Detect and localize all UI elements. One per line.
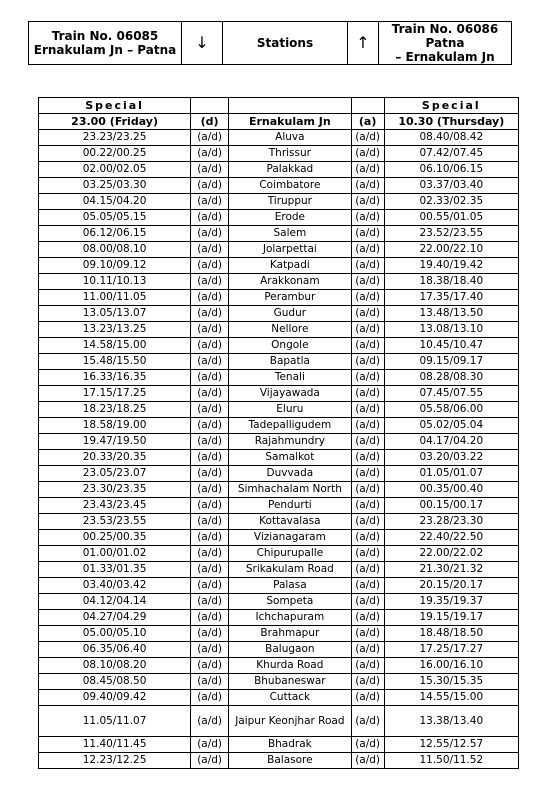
up-stop-code: (a/d) bbox=[351, 354, 384, 370]
up-stop-code: (a/d) bbox=[351, 194, 384, 210]
up-arrival-time: 10.30 (Thursday) bbox=[384, 114, 518, 130]
up-time: 19.40/19.42 bbox=[384, 258, 518, 274]
up-time: 17.35/17.40 bbox=[384, 290, 518, 306]
up-stop-code: (a/d) bbox=[351, 162, 384, 178]
up-time: 18.38/18.40 bbox=[384, 274, 518, 290]
station-name: Nellore bbox=[229, 322, 352, 338]
table-row bbox=[39, 418, 519, 434]
up-time: 07.45/07.55 bbox=[384, 386, 518, 402]
up-time: 07.42/07.45 bbox=[384, 146, 518, 162]
up-stop-code: (a/d) bbox=[351, 434, 384, 450]
down-stop-code: (a/d) bbox=[191, 658, 229, 674]
station-name: Rajahmundry bbox=[229, 434, 352, 450]
empty-cell bbox=[191, 98, 229, 114]
station-name: Bhadrak bbox=[229, 737, 352, 753]
up-stop-code: (a/d) bbox=[351, 322, 384, 338]
down-stop-code: (a/d) bbox=[191, 610, 229, 626]
down-time: 03.40/03.42 bbox=[39, 578, 191, 594]
table-row bbox=[39, 338, 519, 354]
table-row bbox=[39, 546, 519, 562]
down-time: 11.40/11.45 bbox=[39, 737, 191, 753]
down-time: 19.47/19.50 bbox=[39, 434, 191, 450]
table-row bbox=[39, 434, 519, 450]
up-stop-code: (a/d) bbox=[351, 306, 384, 322]
station-name: Samalkot bbox=[229, 450, 352, 466]
down-stop-code: (a/d) bbox=[191, 418, 229, 434]
up-time: 00.35/00.40 bbox=[384, 482, 518, 498]
table-row bbox=[39, 642, 519, 658]
down-stop-code: (a/d) bbox=[191, 306, 229, 322]
up-stop-code: (a/d) bbox=[351, 546, 384, 562]
up-time: 01.05/01.07 bbox=[384, 466, 518, 482]
up-stop-code: (a/d) bbox=[351, 274, 384, 290]
down-train-route: Ernakulam Jn – Patna bbox=[33, 43, 177, 57]
up-train-title bbox=[379, 22, 512, 65]
table-row bbox=[39, 753, 519, 769]
down-time: 00.22/00.25 bbox=[39, 146, 191, 162]
station-name: Tenali bbox=[229, 370, 352, 386]
down-time: 09.10/09.12 bbox=[39, 258, 191, 274]
up-stop-code: (a/d) bbox=[351, 753, 384, 769]
down-stop-code: (a/d) bbox=[191, 482, 229, 498]
station-name: Balugaon bbox=[229, 642, 352, 658]
down-time: 09.40/09.42 bbox=[39, 690, 191, 706]
station-name: Erode bbox=[229, 210, 352, 226]
down-stop-code: (a/d) bbox=[191, 226, 229, 242]
up-time: 05.02/05.04 bbox=[384, 418, 518, 434]
departure-marker: (d) bbox=[191, 114, 229, 130]
table-row bbox=[39, 594, 519, 610]
down-time: 11.05/11.07 bbox=[39, 706, 191, 737]
station-name: Ongole bbox=[229, 338, 352, 354]
up-stop-code: (a/d) bbox=[351, 594, 384, 610]
up-time: 23.28/23.30 bbox=[384, 514, 518, 530]
up-time: 13.48/13.50 bbox=[384, 306, 518, 322]
table-row bbox=[39, 162, 519, 178]
down-stop-code: (a/d) bbox=[191, 194, 229, 210]
down-time: 04.27/04.29 bbox=[39, 610, 191, 626]
table-row bbox=[39, 690, 519, 706]
up-stop-code: (a/d) bbox=[351, 530, 384, 546]
table-row bbox=[39, 578, 519, 594]
station-name: Jolarpettai bbox=[229, 242, 352, 258]
up-time: 19.15/19.17 bbox=[384, 610, 518, 626]
up-time: 19.35/19.37 bbox=[384, 594, 518, 610]
down-time: 23.30/23.35 bbox=[39, 482, 191, 498]
up-time: 05.58/06.00 bbox=[384, 402, 518, 418]
up-time: 16.00/16.10 bbox=[384, 658, 518, 674]
up-time: 12.55/12.57 bbox=[384, 737, 518, 753]
up-time: 10.45/10.47 bbox=[384, 338, 518, 354]
station-name: Ichchapuram bbox=[229, 610, 352, 626]
down-stop-code: (a/d) bbox=[191, 530, 229, 546]
down-time: 15.48/15.50 bbox=[39, 354, 191, 370]
down-stop-code: (a/d) bbox=[191, 498, 229, 514]
down-time: 17.15/17.25 bbox=[39, 386, 191, 402]
special-label-right: Special bbox=[384, 98, 518, 114]
up-stop-code: (a/d) bbox=[351, 706, 384, 737]
down-stop-code: (a/d) bbox=[191, 146, 229, 162]
up-stop-code: (a/d) bbox=[351, 514, 384, 530]
up-time: 04.17/04.20 bbox=[384, 434, 518, 450]
down-time: 06.12/06.15 bbox=[39, 226, 191, 242]
up-time: 14.55/15.00 bbox=[384, 690, 518, 706]
down-stop-code: (a/d) bbox=[191, 354, 229, 370]
down-time: 11.00/11.05 bbox=[39, 290, 191, 306]
up-time: 23.52/23.55 bbox=[384, 226, 518, 242]
up-time: 18.48/18.50 bbox=[384, 626, 518, 642]
station-name: Palasa bbox=[229, 578, 352, 594]
up-stop-code: (a/d) bbox=[351, 178, 384, 194]
table-row bbox=[39, 482, 519, 498]
up-time: 08.40/08.42 bbox=[384, 130, 518, 146]
station-name: Palakkad bbox=[229, 162, 352, 178]
down-time: 08.00/08.10 bbox=[39, 242, 191, 258]
up-time: 11.50/11.52 bbox=[384, 753, 518, 769]
down-time: 23.05/23.07 bbox=[39, 466, 191, 482]
down-stop-code: (a/d) bbox=[191, 594, 229, 610]
up-stop-code: (a/d) bbox=[351, 450, 384, 466]
special-label-left: Special bbox=[39, 98, 191, 114]
up-time: 13.38/13.40 bbox=[384, 706, 518, 737]
up-stop-code: (a/d) bbox=[351, 562, 384, 578]
station-name: Balasore bbox=[229, 753, 352, 769]
station-name: Vizianagaram bbox=[229, 530, 352, 546]
up-stop-code: (a/d) bbox=[351, 610, 384, 626]
station-name: Bapatla bbox=[229, 354, 352, 370]
table-row bbox=[39, 530, 519, 546]
station-name: Aluva bbox=[229, 130, 352, 146]
table-row bbox=[39, 194, 519, 210]
table-row bbox=[39, 706, 519, 737]
down-time: 16.33/16.35 bbox=[39, 370, 191, 386]
station-name: Bhubaneswar bbox=[229, 674, 352, 690]
up-time: 09.15/09.17 bbox=[384, 354, 518, 370]
up-stop-code: (a/d) bbox=[351, 290, 384, 306]
up-stop-code: (a/d) bbox=[351, 210, 384, 226]
up-stop-code: (a/d) bbox=[351, 418, 384, 434]
up-time: 03.37/03.40 bbox=[384, 178, 518, 194]
down-stop-code: (a/d) bbox=[191, 370, 229, 386]
up-stop-code: (a/d) bbox=[351, 130, 384, 146]
down-time: 02.00/02.05 bbox=[39, 162, 191, 178]
station-name: Tadepalligudem bbox=[229, 418, 352, 434]
station-name: Katpadi bbox=[229, 258, 352, 274]
up-time: 13.08/13.10 bbox=[384, 322, 518, 338]
up-arrow-icon: ↑ bbox=[348, 22, 379, 65]
table-row bbox=[39, 226, 519, 242]
down-time: 13.23/13.25 bbox=[39, 322, 191, 338]
down-time: 23.23/23.25 bbox=[39, 130, 191, 146]
up-time: 21.30/21.32 bbox=[384, 562, 518, 578]
empty-cell bbox=[351, 98, 384, 114]
up-time: 22.00/22.10 bbox=[384, 242, 518, 258]
table-row bbox=[39, 258, 519, 274]
down-stop-code: (a/d) bbox=[191, 386, 229, 402]
up-train-route: – Ernakulam Jn bbox=[395, 50, 495, 64]
down-stop-code: (a/d) bbox=[191, 690, 229, 706]
up-stop-code: (a/d) bbox=[351, 258, 384, 274]
table-row bbox=[39, 274, 519, 290]
down-time: 04.15/04.20 bbox=[39, 194, 191, 210]
up-train-number: Train No. 06086 Patna bbox=[391, 22, 499, 50]
down-time: 23.43/23.45 bbox=[39, 498, 191, 514]
down-arrow-icon: ↓ bbox=[182, 22, 223, 65]
station-name: Salem bbox=[229, 226, 352, 242]
down-stop-code: (a/d) bbox=[191, 242, 229, 258]
up-time: 00.55/01.05 bbox=[384, 210, 518, 226]
down-stop-code: (a/d) bbox=[191, 322, 229, 338]
table-row bbox=[39, 626, 519, 642]
down-time: 13.05/13.07 bbox=[39, 306, 191, 322]
up-stop-code: (a/d) bbox=[351, 370, 384, 386]
up-stop-code: (a/d) bbox=[351, 578, 384, 594]
empty-cell bbox=[229, 98, 352, 114]
table-row bbox=[39, 450, 519, 466]
up-time: 17.25/17.27 bbox=[384, 642, 518, 658]
table-row bbox=[39, 178, 519, 194]
up-stop-code: (a/d) bbox=[351, 338, 384, 354]
station-name: Simhachalam North bbox=[229, 482, 352, 498]
down-time: 14.58/15.00 bbox=[39, 338, 191, 354]
down-train-title bbox=[29, 22, 182, 65]
down-time: 05.00/05.10 bbox=[39, 626, 191, 642]
station-name: Coimbatore bbox=[229, 178, 352, 194]
station-name: Sompeta bbox=[229, 594, 352, 610]
station-name: Duvvada bbox=[229, 466, 352, 482]
up-stop-code: (a/d) bbox=[351, 482, 384, 498]
up-time: 08.28/08.30 bbox=[384, 370, 518, 386]
station-name: Pendurti bbox=[229, 498, 352, 514]
station-name: Perambur bbox=[229, 290, 352, 306]
up-stop-code: (a/d) bbox=[351, 402, 384, 418]
down-time: 10.11/10.13 bbox=[39, 274, 191, 290]
table-row bbox=[39, 354, 519, 370]
table-row bbox=[39, 306, 519, 322]
up-time: 03.20/03.22 bbox=[384, 450, 518, 466]
down-stop-code: (a/d) bbox=[191, 178, 229, 194]
down-time: 08.45/08.50 bbox=[39, 674, 191, 690]
station-name: Cuttack bbox=[229, 690, 352, 706]
down-stop-code: (a/d) bbox=[191, 258, 229, 274]
table-row bbox=[39, 386, 519, 402]
up-stop-code: (a/d) bbox=[351, 674, 384, 690]
up-stop-code: (a/d) bbox=[351, 658, 384, 674]
down-time: 04.12/04.14 bbox=[39, 594, 191, 610]
down-time: 00.25/00.35 bbox=[39, 530, 191, 546]
table-row bbox=[39, 370, 519, 386]
timetable bbox=[38, 97, 519, 769]
station-name: Arakkonam bbox=[229, 274, 352, 290]
up-stop-code: (a/d) bbox=[351, 737, 384, 753]
table-row bbox=[39, 562, 519, 578]
up-stop-code: (a/d) bbox=[351, 498, 384, 514]
down-stop-code: (a/d) bbox=[191, 514, 229, 530]
up-stop-code: (a/d) bbox=[351, 226, 384, 242]
up-time: 20.15/20.17 bbox=[384, 578, 518, 594]
up-stop-code: (a/d) bbox=[351, 466, 384, 482]
down-time: 18.23/18.25 bbox=[39, 402, 191, 418]
table-row bbox=[39, 242, 519, 258]
down-stop-code: (a/d) bbox=[191, 674, 229, 690]
down-time: 08.10/08.20 bbox=[39, 658, 191, 674]
table-row bbox=[39, 290, 519, 306]
up-time: 22.40/22.50 bbox=[384, 530, 518, 546]
down-train-number: Train No. 06085 bbox=[51, 29, 159, 43]
down-stop-code: (a/d) bbox=[191, 274, 229, 290]
table-row bbox=[39, 466, 519, 482]
table-row bbox=[39, 610, 519, 626]
down-stop-code: (a/d) bbox=[191, 642, 229, 658]
table-row bbox=[39, 130, 519, 146]
down-departure-time: 23.00 (Friday) bbox=[39, 114, 191, 130]
down-time: 05.05/05.15 bbox=[39, 210, 191, 226]
table-head-row-1 bbox=[39, 98, 519, 114]
up-time: 00.15/00.17 bbox=[384, 498, 518, 514]
up-time: 02.33/02.35 bbox=[384, 194, 518, 210]
station-name: Vijayawada bbox=[229, 386, 352, 402]
down-stop-code: (a/d) bbox=[191, 450, 229, 466]
up-time: 06.10/06.15 bbox=[384, 162, 518, 178]
table-row bbox=[39, 514, 519, 530]
down-stop-code: (a/d) bbox=[191, 562, 229, 578]
table-row bbox=[39, 210, 519, 226]
up-time: 22.00/22.02 bbox=[384, 546, 518, 562]
down-stop-code: (a/d) bbox=[191, 753, 229, 769]
down-time: 20.33/20.35 bbox=[39, 450, 191, 466]
down-time: 23.53/23.55 bbox=[39, 514, 191, 530]
up-stop-code: (a/d) bbox=[351, 386, 384, 402]
down-time: 01.00/01.02 bbox=[39, 546, 191, 562]
origin-station: Ernakulam Jn bbox=[229, 114, 352, 130]
station-name: Khurda Road bbox=[229, 658, 352, 674]
down-stop-code: (a/d) bbox=[191, 546, 229, 562]
down-stop-code: (a/d) bbox=[191, 706, 229, 737]
down-time: 06.35/06.40 bbox=[39, 642, 191, 658]
up-stop-code: (a/d) bbox=[351, 690, 384, 706]
table-row bbox=[39, 322, 519, 338]
up-stop-code: (a/d) bbox=[351, 642, 384, 658]
table-row bbox=[39, 658, 519, 674]
table-head-row-2 bbox=[39, 114, 519, 130]
table-row bbox=[39, 674, 519, 690]
table-row bbox=[39, 402, 519, 418]
down-stop-code: (a/d) bbox=[191, 466, 229, 482]
table-row bbox=[39, 737, 519, 753]
down-stop-code: (a/d) bbox=[191, 290, 229, 306]
station-name: Gudur bbox=[229, 306, 352, 322]
station-name: Thrissur bbox=[229, 146, 352, 162]
down-stop-code: (a/d) bbox=[191, 402, 229, 418]
station-name: Eluru bbox=[229, 402, 352, 418]
train-header-table bbox=[28, 21, 512, 65]
down-time: 03.25/03.30 bbox=[39, 178, 191, 194]
down-stop-code: (a/d) bbox=[191, 162, 229, 178]
down-time: 18.58/19.00 bbox=[39, 418, 191, 434]
station-name: Brahmapur bbox=[229, 626, 352, 642]
down-stop-code: (a/d) bbox=[191, 578, 229, 594]
stations-heading: Stations bbox=[223, 22, 348, 65]
up-stop-code: (a/d) bbox=[351, 146, 384, 162]
down-stop-code: (a/d) bbox=[191, 130, 229, 146]
down-time: 12.23/12.25 bbox=[39, 753, 191, 769]
down-stop-code: (a/d) bbox=[191, 434, 229, 450]
table-row bbox=[39, 146, 519, 162]
down-time: 01.33/01.35 bbox=[39, 562, 191, 578]
up-stop-code: (a/d) bbox=[351, 626, 384, 642]
station-name: Srikakulam Road bbox=[229, 562, 352, 578]
up-time: 15.30/15.35 bbox=[384, 674, 518, 690]
down-stop-code: (a/d) bbox=[191, 737, 229, 753]
station-name: Kottavalasa bbox=[229, 514, 352, 530]
down-stop-code: (a/d) bbox=[191, 210, 229, 226]
station-name: Jaipur Keonjhar Road bbox=[229, 706, 352, 737]
up-stop-code: (a/d) bbox=[351, 242, 384, 258]
down-stop-code: (a/d) bbox=[191, 338, 229, 354]
station-name: Tiruppur bbox=[229, 194, 352, 210]
down-stop-code: (a/d) bbox=[191, 626, 229, 642]
arrival-marker: (a) bbox=[351, 114, 384, 130]
table-row bbox=[39, 498, 519, 514]
station-name: Chipurupalle bbox=[229, 546, 352, 562]
